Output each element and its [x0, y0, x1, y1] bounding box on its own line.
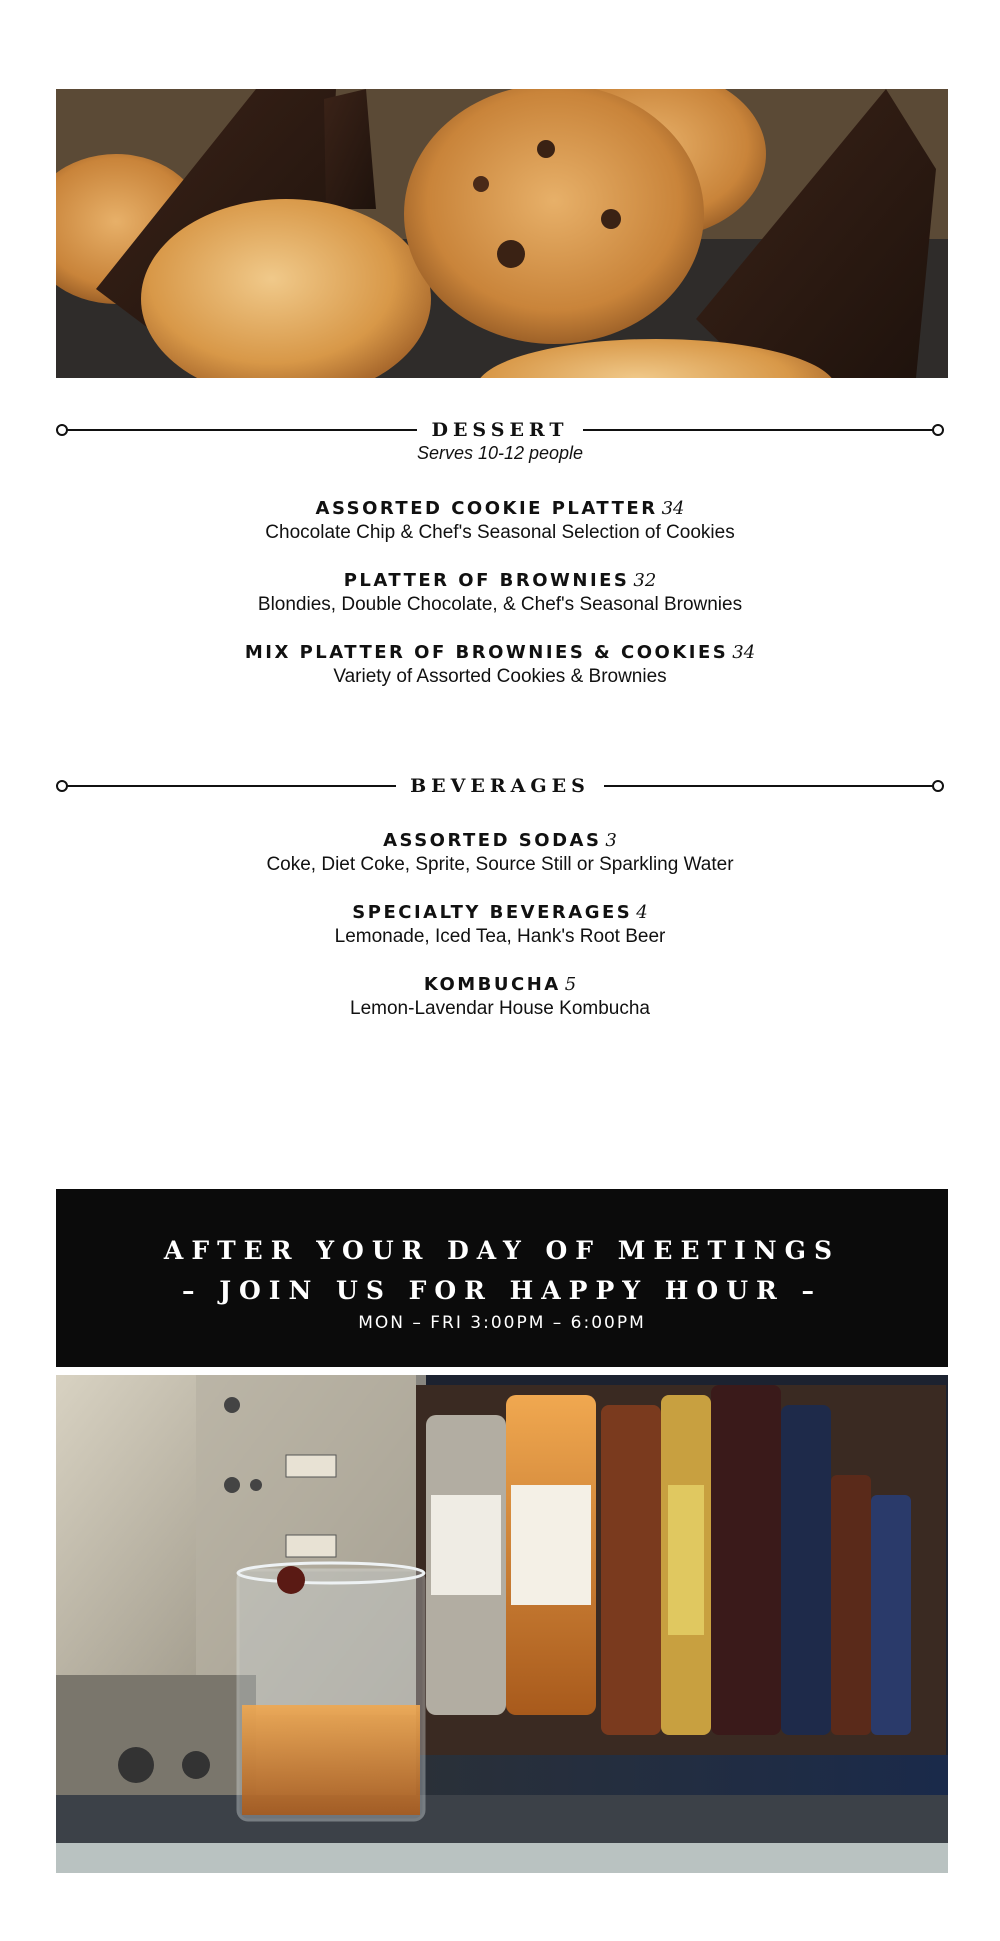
happy-hour-banner: [56, 1189, 948, 1367]
menu-item: [0, 641, 1000, 689]
item-description: Chocolate Chip & Chef's Seasonal Selection of Cookies: [265, 522, 735, 543]
item-name: ASSORTED SODAS: [383, 830, 602, 851]
item-price: 3: [605, 830, 617, 851]
item-price: 4: [636, 902, 648, 923]
menu-item: [0, 497, 1000, 545]
beverages-divider: [56, 776, 944, 796]
menu-item: [0, 569, 1000, 617]
banner-hours: MON – FRI 3:00PM – 6:00PM: [358, 1313, 646, 1333]
item-description: Coke, Diet Coke, Sprite, Source Still or Sparkling Water: [266, 854, 734, 875]
item-price: 34: [732, 642, 756, 663]
item-description: Blondies, Double Chocolate, & Chef's Seasonal Brownies: [257, 594, 743, 615]
item-name: ASSORTED COOKIE PLATTER: [315, 498, 658, 519]
menu-item: [0, 901, 1000, 949]
item-description: Variety of Assorted Cookies & Brownies: [333, 666, 667, 687]
banner-headline: AFTER YOUR DAY OF MEETINGS: [163, 1236, 841, 1265]
menu-item: [0, 829, 1000, 877]
item-price: 32: [633, 570, 657, 591]
item-price: 5: [564, 974, 577, 995]
banner-subheadline: – JOIN US FOR HAPPY HOUR –: [182, 1276, 822, 1305]
dessert-photo: [56, 89, 948, 378]
bar-photo: [56, 1375, 948, 1843]
beverages-title: BEVERAGES: [396, 775, 604, 797]
item-name: PLATTER OF BROWNIES: [343, 570, 630, 591]
item-name: KOMBUCHA: [423, 974, 561, 995]
dessert-serves: Serves 10-12 people: [416, 443, 584, 463]
item-name: SPECIALTY BEVERAGES: [352, 902, 633, 923]
dessert-divider: [56, 420, 944, 440]
item-description: Lemon-Lavendar House Kombucha: [350, 998, 650, 1019]
bottom-strip: [56, 1843, 948, 1873]
item-description: Lemonade, Iced Tea, Hank's Root Beer: [334, 926, 666, 947]
dessert-title: DESSERT: [417, 419, 582, 441]
menu-item: [0, 973, 1000, 1021]
item-name: MIX PLATTER OF BROWNIES & COOKIES: [244, 642, 729, 663]
item-price: 34: [661, 498, 685, 519]
